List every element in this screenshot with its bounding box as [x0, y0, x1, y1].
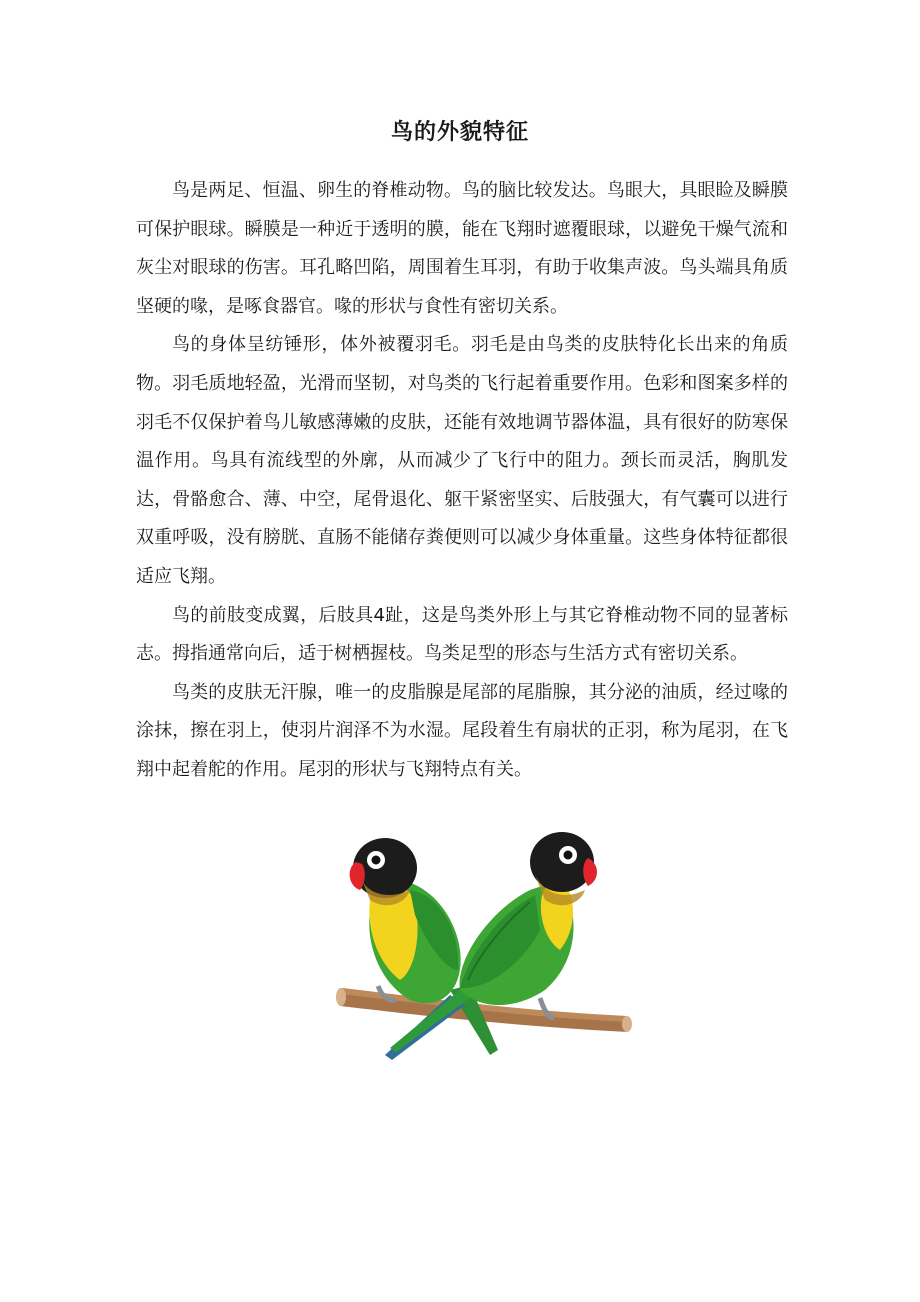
- lovebirds-illustration: [330, 820, 640, 1070]
- page-title: 鸟的外貌特征: [390, 119, 529, 145]
- lovebirds-image: [330, 820, 640, 1070]
- paragraph-4: 鸟类的皮肤无汗腺，唯一的皮脂腺是尾部的尾脂腺，其分泌的油质，经过喙的涂抹，擦在羽上，使羽片润泽不为水湿。尾段着生有扇状的正羽，称为尾羽，在飞翔中起着舵的作用。尾羽的形状与飞翔特点有关。: [136, 681, 788, 780]
- article-body: [136, 172, 788, 790]
- paragraph-2: 鸟的身体呈纺锤形，体外被覆羽毛。羽毛是由鸟类的皮肤特化长出来的角质物。羽毛质地轻盈，光滑而坚韧，对鸟类的飞行起着重要作用。色彩和图案多样的羽毛不仅保护着鸟儿敏感薄嫩的皮肤，还能有效地调节器体温，具有很好的防寒保温作用。鸟具有流线型的外廓，从而减少了飞行中的阻力。颈长而灵活，胸肌发达，骨骼愈合、薄、中空，尾骨退化、躯干紧密坚实、后肢强大，有气囊可以进行双重呼吸，没有膀胱、直肠不能储存粪便则可以减少身体重量。这些身体特征都很适应飞翔。: [136, 334, 788, 587]
- paragraph-1: 鸟是两足、恒温、卵生的脊椎动物。鸟的脑比较发达。鸟眼大，具眼睑及瞬膜可保护眼球。瞬膜是一种近于透明的膜，能在飞翔时遮覆眼球，以避免干燥气流和灰尘对眼球的伤害。耳孔略凹陷，周围着生耳羽，有助于收集声波。鸟头端具角质坚硬的喙，是啄食器官。喙的形状与食性有密切关系。: [136, 180, 788, 317]
- paragraph-3: 鸟的前肢变成翼，后肢具4趾，这是鸟类外形上与其它脊椎动物不同的显著标志。拇指通常向后，适于树栖握枝。鸟类足型的形态与生活方式有密切关系。: [136, 604, 788, 665]
